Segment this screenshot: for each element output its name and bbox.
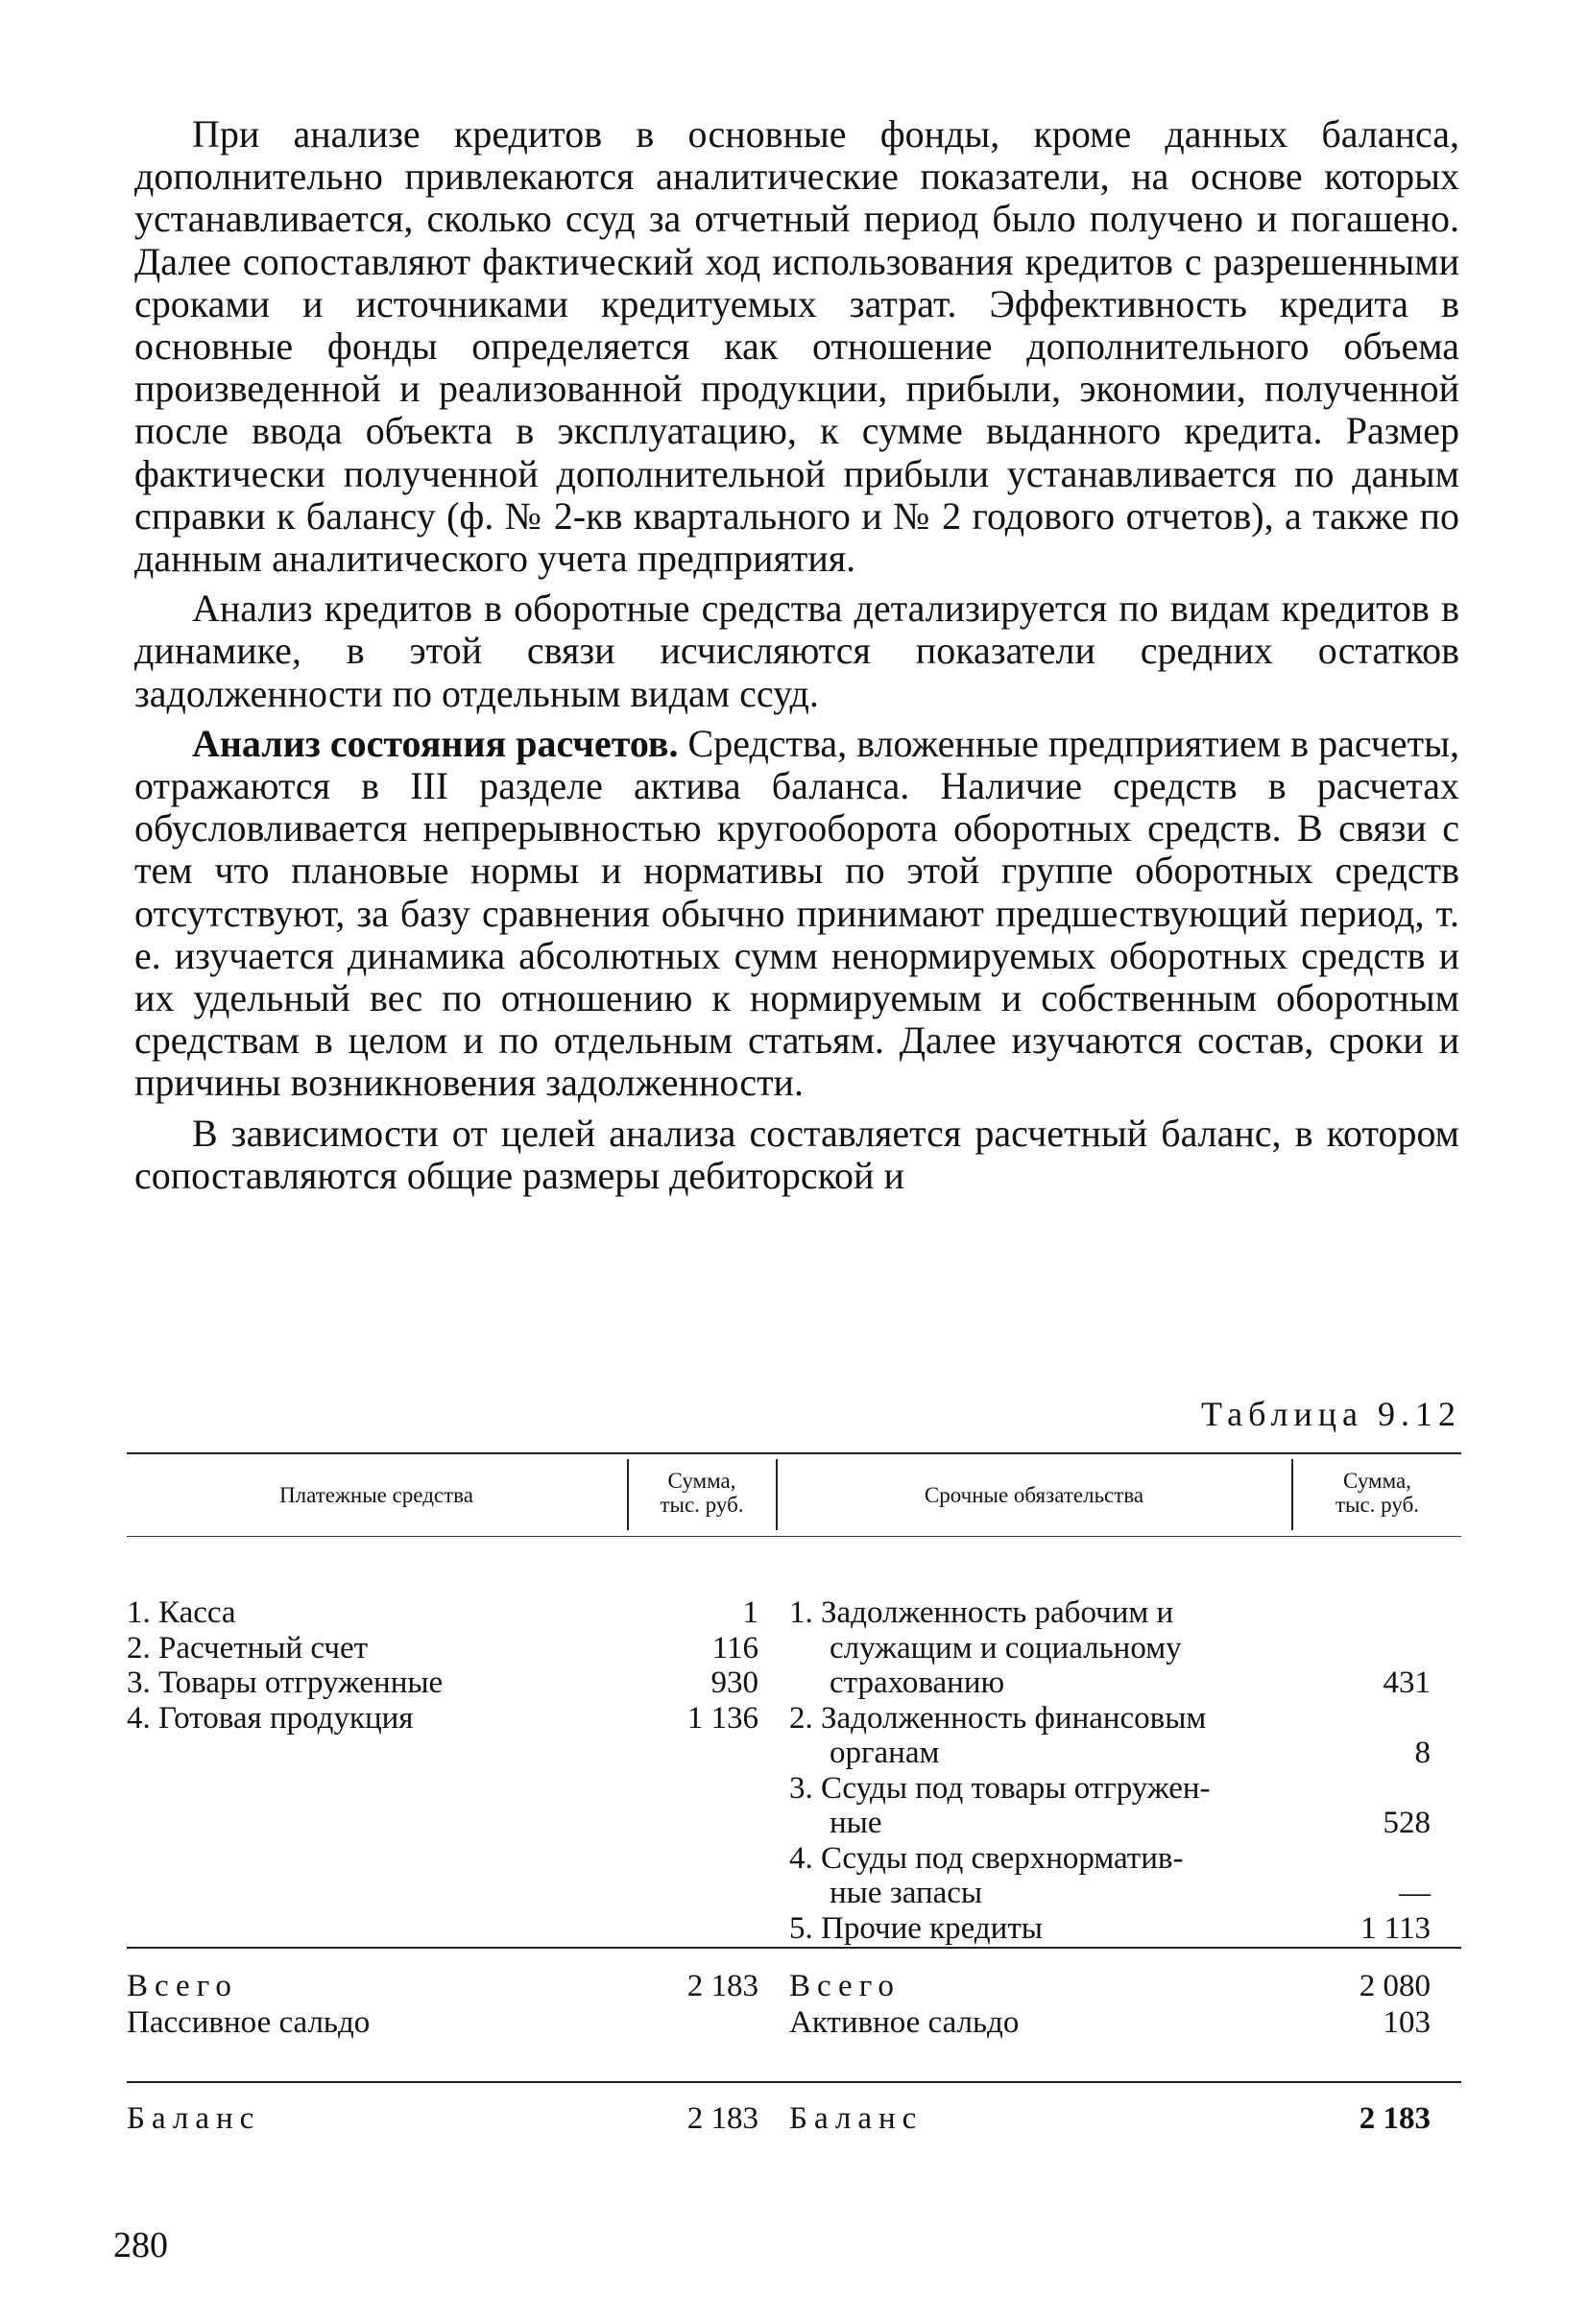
header-sum-right: Сумма, тыс. руб. [1335, 1469, 1420, 1517]
list-value: 1 [742, 1595, 758, 1630]
list-item: 3. Ссуды под товары отгружен- [789, 1770, 1211, 1806]
payment-means-list [127, 1595, 443, 1736]
paragraph-1: При анализе кредитов в основные фонды, кроме данных баланса, дополнительно привлекаются аналитические показатели, на основе которых устанавливается, сколько ссуд за отчетный период было получено и погашено. Далее сопоставляют фактический ход использования кредитов с разрешенными сроками и источниками кредитуемых затрат. Эффективность кредита в основные фонды определяется как отношение дополнительного объема произведенной и реализованной продукции, прибыли, экономии, полученной после ввода объекта в эксплуатацию, к сумме выданного кредита. Размер фактически полученной дополнительной прибыли устанавливается по даным справки к балансу (ф. № 2-кв квартального и № 2 годового отчетов), а также по данным аналитического учета предприятия. [134, 112, 1459, 581]
left-total-label: Всего [127, 1969, 238, 2003]
list-value: — [1399, 1876, 1431, 1910]
table-caption: Таблица 9.12 [1201, 1395, 1461, 1433]
right-saldo-label: Активное сальдо [789, 2005, 1020, 2040]
section-heading: Анализ состояния расчетов. [192, 721, 679, 765]
list-value: 116 [711, 1630, 758, 1665]
section-text: Средства, вложенные предприятием в расчеты, отражаются в III разделе актива баланса. Наличие средств в расчетах обусловливается непрерывностью кругооборота оборотных средств. В связи с тем что плановые нормы и нормативы по этой группе оборотных средств отсутствуют, за базу сравнения обычно принимают предшествующий период, т. е. изучается динамика абсолютных сумм ненормируемых оборотных средств и их удельный вес по отношению к нормируемым и собственным оборотным средствам в целом и по отдельным статьям. Далее изучаются состав, сроки и причины возникновения задолженности. [134, 721, 1460, 1105]
table-body-rule [127, 1947, 1461, 1949]
list-value: 8 [1414, 1736, 1431, 1770]
header-sum-left: Сумма, тыс. руб. [660, 1469, 744, 1517]
list-value: 1 113 [1359, 1910, 1431, 1946]
left-saldo-label: Пассивное сальдо [127, 2005, 371, 2040]
payment-means-values [662, 1595, 758, 1736]
table-header-rule [127, 1536, 1461, 1537]
header-obligations: Срочные обязательства [924, 1483, 1144, 1507]
list-item: служащим и социальному [830, 1630, 1182, 1665]
obligations-list [789, 1595, 1288, 1946]
list-value [1325, 1841, 1431, 1877]
list-value [1325, 1701, 1431, 1737]
page-number: 280 [113, 2225, 168, 2265]
list-item: 2. Расчетный счет [127, 1630, 369, 1665]
list-item: 2. Задолженность финансовым [789, 1700, 1207, 1736]
left-total-value: 2 183 [686, 1969, 758, 2003]
obligations-values [1325, 1595, 1431, 1946]
list-item: 4. Готовая продукция [127, 1700, 414, 1736]
list-item: ные запасы [830, 1876, 983, 1910]
list-value: 528 [1383, 1806, 1431, 1840]
paragraph-3 [134, 723, 1459, 1105]
list-item: страхованию [830, 1665, 1005, 1700]
list-value: 930 [710, 1665, 758, 1700]
right-balance-value: 2 183 [1359, 2101, 1431, 2136]
list-value [1325, 1595, 1431, 1631]
list-value: 431 [1383, 1665, 1431, 1700]
table-top-rule [127, 1452, 1461, 1454]
table-totals-rule [127, 2081, 1461, 2083]
list-item: ные [830, 1806, 882, 1840]
header-payment-means: Платежные средства [279, 1483, 473, 1507]
list-item: 3. Товары отгруженные [127, 1665, 444, 1700]
body-text [134, 113, 1459, 1197]
list-item: 1. Задолженность рабочим и [789, 1595, 1174, 1630]
left-balance-value: 2 183 [686, 2101, 758, 2136]
right-saldo-value: 103 [1383, 2005, 1431, 2040]
list-value [1325, 1771, 1431, 1807]
list-item: 5. Прочие кредиты [789, 1910, 1043, 1946]
list-value [1325, 1631, 1431, 1666]
list-item: органам [830, 1736, 940, 1770]
right-balance-label: Баланс [789, 2101, 924, 2136]
left-balance-label: Баланс [127, 2101, 261, 2136]
paragraph-4: В зависимости от целей анализа составляется расчетный баланс, в котором сопоставляются общие размеры дебиторской и [134, 1111, 1459, 1197]
paragraph-2: Анализ кредитов в оборотные средства детализируется по видам кредитов в динамике, в этой связи исчисляются показатели средних остатков задолженности по отдельным видам ссуд. [134, 587, 1459, 715]
right-total-value: 2 080 [1359, 1969, 1431, 2003]
list-value: 1 136 [686, 1700, 758, 1736]
list-item: 4. Ссуды под сверхнорматив- [789, 1840, 1184, 1876]
right-total-label: Всего [789, 1969, 901, 2003]
list-item: 1. Касса [127, 1595, 236, 1630]
